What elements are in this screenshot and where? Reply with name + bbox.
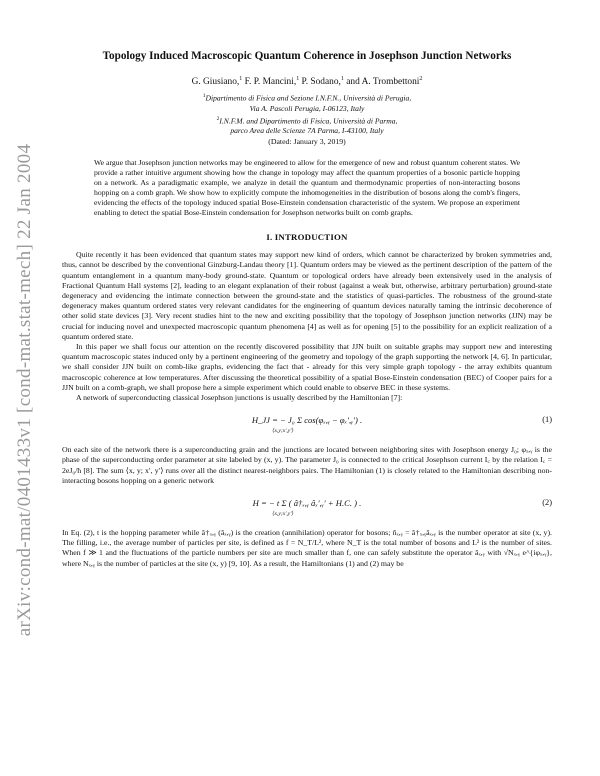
intro-paragraph-1: Quite recently it has been evidenced that quantum states may support new kind of orders, which cannot be characterized by broken symmetries and, thus, cannot be described by the conventional Ginzburg-Landau theory [1]. Quantum orders may be viewed as the pertinent description of the pattern of the quantum entanglement in a quantum many-body ground-state. Quantum or topological orders have already been extensively used in the analysis of Fractional Quantum Hall systems [2], leading to an elegant explanation of their robust (against a weak but, otherwise, arbitrary perturbation) ground-state degeneracy and evidencing the intimate connection between the ground-state and the statistics of quasi-particles. The robustness of the ground-state degeneracy makes quantum ordered states very relevant candidates for the engineering of quantum devices naturally taming the intrinsic decoherence of other solid state devices [3]. Very recent studies hint to the new and exciting possibility that the topology of Josephson junction networks (JJN) may be crucial for inducing novel and unexpected macroscopic quantum phenomena [4] as well as for opening [5] to the possibility for an explicit realization of a quantum ordered state. bbox=[62, 250, 552, 341]
arxiv-identifier: arXiv:cond-mat/0401433v1 [cond-mat.stat-mech] 22 Jan 2004 bbox=[14, 143, 35, 637]
affiliation-line: Via A. Pascoli Perugia, I-06123, Italy bbox=[249, 103, 365, 113]
equation-body: H_JJ = − J₀ Σ cos(φₓ,ᵧ − φₓ′,ᵧ′) . bbox=[251, 415, 363, 426]
affiliation-line: I.N.F.M. and Dipartimento di Fisica, Università di Parma, bbox=[219, 116, 398, 126]
author: F. P. Mancini, bbox=[244, 77, 297, 88]
affiliation-1 bbox=[62, 91, 552, 114]
equation-1 bbox=[62, 411, 552, 437]
equation-body: H = − t Σ ( â†ₓ,ᵧ âₓ′,ᵧ′ + H.C. ) . bbox=[252, 498, 362, 509]
intro-paragraph-2: In this paper we shall focus our attention on the recently discovered possibility that JJN built on suitable graphs may support new and interesting quantum macroscopic states induced only by a pertinent engineering of the geometry and topology of the graph supporting the network [4, 6]. In particular, we shall consider JJN built on comb-like graphs, evidencing the fact that - already for this very simple graph topology - the array exhibits quantum macroscopic coherence at low temperatures. After discussing the theoretical possibility of a spatial Bose-Einstein condensation (BEC) of Cooper pairs for a JJN built on a comb-graph, we shall propose here a simple experiment which could enable to observe BEC in these systems. bbox=[62, 342, 552, 392]
author-affiliation-mark: 1 bbox=[340, 76, 344, 82]
intro-paragraph-4: On each site of the network there is a superconducting grain and the junctions are located between neighboring sites with Josephson energy J₀; φₓ,ᵧ is the phase of the superconducting order parameter at site labeled by (x, y). The parameter J₀ is connected to the critical Josephson current I꜀ by the relation I꜀ = 2eJ₀/ħ [8]. The sum ⟨x, y; x′, y′⟩ runs over all the distinct nearest-neighbors pairs. The Hamiltonian (1) is closely related to the Hamiltonian describing non-interacting bosons hopping on a generic network bbox=[62, 445, 552, 485]
equation-subscript: ⟨x,y;x′,y′⟩ bbox=[272, 511, 294, 518]
affiliation-line: parco Area delle Scienze 7A Parma, I-43100, Italy bbox=[230, 126, 384, 136]
arxiv-sidebar bbox=[14, 110, 36, 670]
author: P. Sodano, bbox=[301, 77, 341, 88]
affiliation-line: Dipartimento di Fisica and Sezione I.N.F.N., Università di Perugia, bbox=[205, 93, 412, 103]
equation-subscript: ⟨x,y;x′,y′⟩ bbox=[272, 428, 294, 435]
abstract: We argue that Josephson junction networks may be engineered to allow for the emergence of new and robust quantum coherent states. We provide a rather intuitive argument showing how the change in topology may affect the quantum properties of a bosonic particle hopping on a network. As a paradigmatic example, we analyze in detail the quantum and thermodynamic properties of non-interacting bosons hopping on a comb graph. We show how to explicitly compute the inhomogeneities in the distribution of bosons along the comb's fingers, evidencing the effects of the topology induced spatial Bose-Einstein condensation characteristic of the system. We propose an experiment enabling to detect the spatial Bose-Einstein condensation for Josephson networks built on comb graphs. bbox=[94, 158, 520, 218]
author-affiliation-mark: 2 bbox=[419, 76, 423, 82]
author-affiliation-mark: 1 bbox=[296, 76, 300, 82]
author-list bbox=[62, 76, 552, 87]
affiliation-mark: 1 bbox=[202, 93, 206, 100]
author: G. Giusiano, bbox=[191, 77, 240, 88]
intro-paragraph-3: A network of superconducting classical Josephson junctions is usually described by the Hamiltonian [7]: bbox=[76, 393, 403, 403]
paper-page bbox=[62, 50, 552, 569]
equation-number: (2) bbox=[542, 498, 552, 508]
author-affiliation-mark: 1 bbox=[239, 76, 243, 82]
intro-paragraph-5: In Eq. (2), t is the hopping parameter while â†ₓ,ᵧ (âₓ,ᵧ) is the creation (annihilation) operator for bosons; n̂ₓ,ᵧ = â†ₓ,ᵧâₓ,ᵧ is the number operator at site (x, y). The filling, i.e., the average number of particles per site, is defined as f = N_T/L², where N_T is the total number of bosons and L² is the number of sites. When f ≫ 1 and the fluctuations of the particle numbers per site are much smaller than f, one can safely substitute the operator âₓ,ᵧ with √Nₓ,ᵧ e^{iφₓ,ᵧ}, where Nₓ,ᵧ is the number of particles at the site (x, y) [9, 10]. As a result, the Hamiltonians (1) and (2) may be bbox=[62, 528, 552, 568]
author: and A. Trombettoni bbox=[346, 77, 420, 88]
affiliation-2 bbox=[62, 114, 552, 137]
paper-date: (Dated: January 3, 2019) bbox=[268, 137, 346, 147]
equation-number: (1) bbox=[542, 415, 552, 425]
affiliation-mark: 2 bbox=[216, 115, 220, 122]
paper-title: Topology Induced Macroscopic Quantum Coherence in Josephson Junction Networks bbox=[102, 50, 512, 62]
section-heading: I. INTRODUCTION bbox=[266, 232, 348, 243]
equation-2 bbox=[62, 494, 552, 520]
